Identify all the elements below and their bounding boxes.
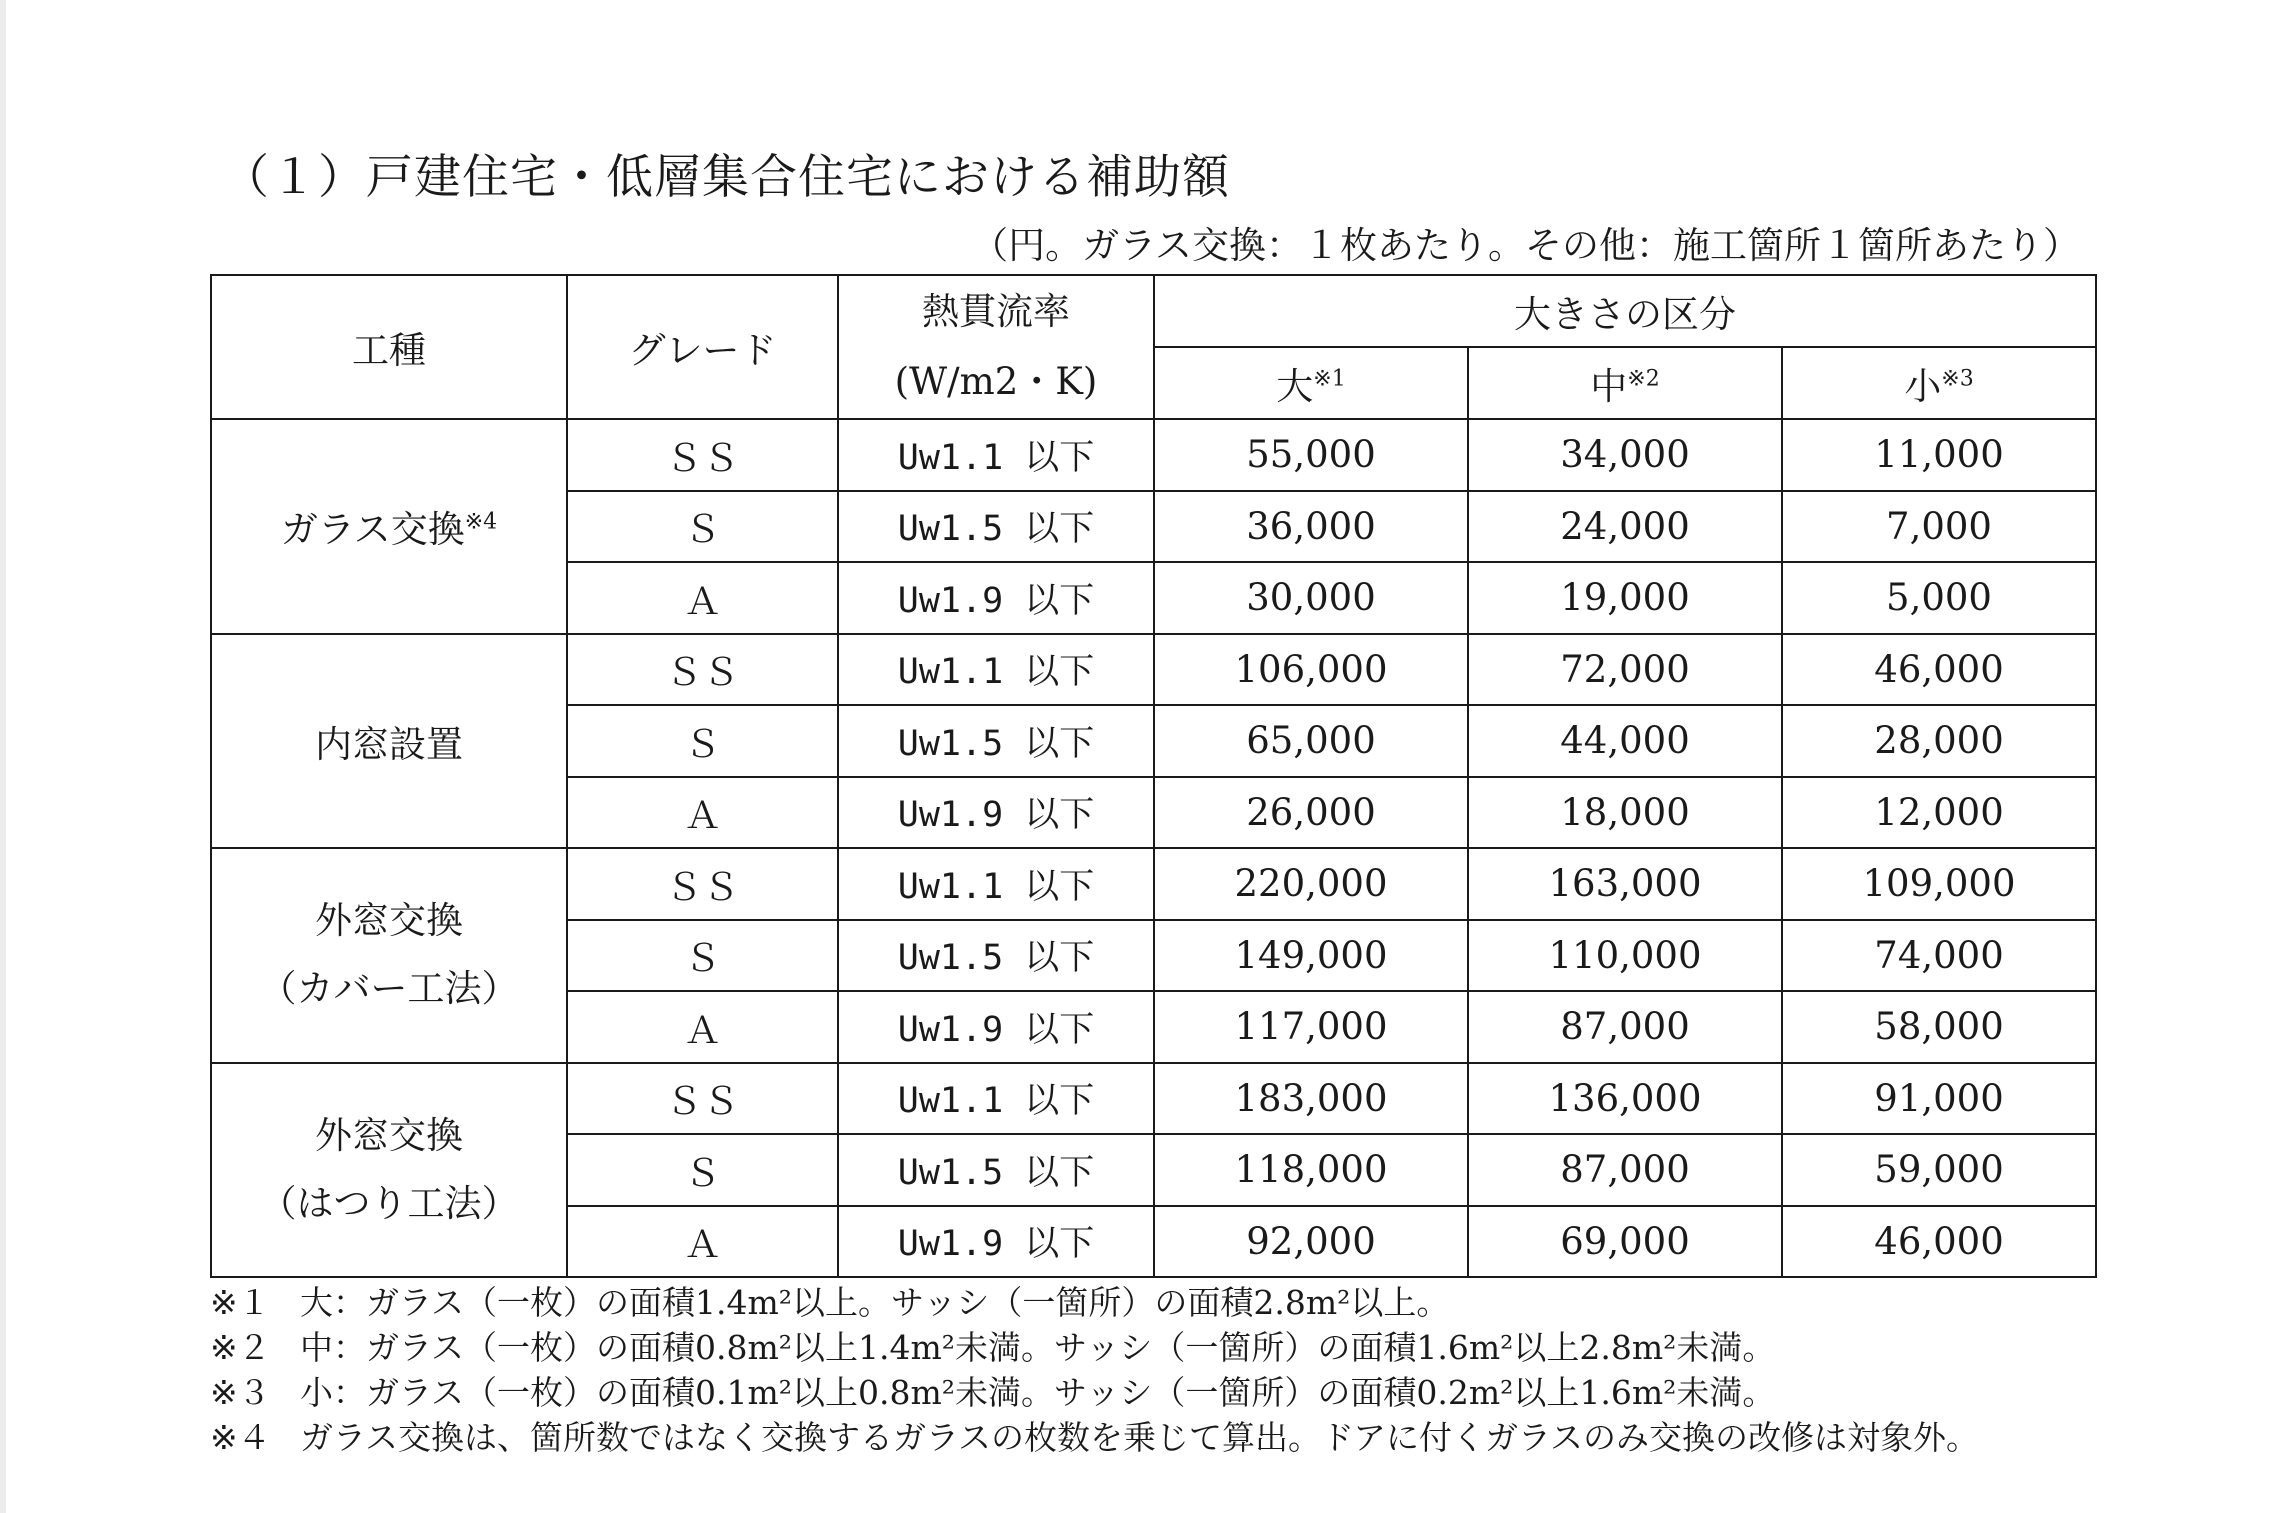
uvalue-cell: Uw1.9 以下: [838, 1206, 1154, 1278]
uvalue-cell: Uw1.9 以下: [838, 777, 1154, 849]
grade-cell: Ｓ: [567, 705, 838, 777]
subsidy-table: [210, 274, 2097, 1278]
header-size-large-mark: ※1: [1313, 366, 1346, 392]
amount-small: 59,000: [1782, 1134, 2096, 1206]
amount-small: 46,000: [1782, 634, 2096, 706]
grade-cell: Ｓ: [567, 491, 838, 563]
header-uvalue-line1: 熱貫流率: [922, 290, 1070, 333]
amount-medium: 110,000: [1468, 920, 1782, 992]
amount-small: 58,000: [1782, 991, 2096, 1063]
kind-cell: [211, 419, 567, 634]
header-size-small: [1782, 347, 2096, 419]
amount-large: 55,000: [1154, 419, 1468, 491]
amount-medium: 87,000: [1468, 1134, 1782, 1206]
uvalue-cell: Uw1.5 以下: [838, 491, 1154, 563]
kind-sublabel: （カバー工法）: [259, 967, 519, 1011]
header-kind: 工種: [211, 275, 567, 419]
kind-label: 内窓設置: [315, 722, 463, 766]
grade-cell: Ａ: [567, 991, 838, 1063]
table-row: [211, 1063, 2096, 1135]
footnote-mark: ※１: [210, 1283, 271, 1322]
kind-label: 外窓交換: [315, 899, 463, 943]
table-row: [211, 848, 2096, 920]
unit-note: （円。ガラス交換：１枚あたり。その他：施工箇所１箇所あたり）: [971, 224, 2080, 267]
header-size-small-label: 小: [1904, 365, 1942, 408]
amount-large: 26,000: [1154, 777, 1468, 849]
footnote-mark: ※３: [210, 1373, 271, 1412]
amount-large: 117,000: [1154, 991, 1468, 1063]
amount-medium: 34,000: [1468, 419, 1782, 491]
footnote-text: 大：ガラス（一枚）の面積1.4m²以上。サッシ（一箇所）の面積2.8m²以上。: [300, 1283, 1450, 1322]
amount-small: 109,000: [1782, 848, 2096, 920]
uvalue-cell: Uw1.1 以下: [838, 419, 1154, 491]
amount-medium: 69,000: [1468, 1206, 1782, 1278]
uvalue-cell: Uw1.1 以下: [838, 848, 1154, 920]
amount-medium: 19,000: [1468, 562, 1782, 634]
kind-cell: [211, 634, 567, 849]
footnote: [210, 1280, 1979, 1325]
grade-cell: ＳＳ: [567, 1063, 838, 1135]
header-uvalue: [838, 275, 1154, 419]
amount-large: 118,000: [1154, 1134, 1468, 1206]
amount-large: 220,000: [1154, 848, 1468, 920]
page-title: （１）戸建住宅・低層集合住宅における補助額: [222, 150, 1230, 205]
amount-small: 5,000: [1782, 562, 2096, 634]
footnote-text: 小：ガラス（一枚）の面積0.1m²以上0.8m²未満。サッシ（一箇所）の面積0.2m²以上1.6m²未満。: [300, 1373, 1776, 1412]
grade-cell: Ａ: [567, 777, 838, 849]
kind-mark: ※4: [464, 509, 498, 535]
kind-sublabel: （はつり工法）: [259, 1181, 519, 1225]
header-size-medium-mark: ※2: [1627, 366, 1660, 392]
kind-label: ガラス交換: [280, 508, 465, 552]
amount-large: 92,000: [1154, 1206, 1468, 1278]
footnote: [210, 1325, 1979, 1370]
amount-small: 7,000: [1782, 491, 2096, 563]
grade-cell: ＳＳ: [567, 848, 838, 920]
amount-large: 183,000: [1154, 1063, 1468, 1135]
amount-small: 91,000: [1782, 1063, 2096, 1135]
grade-cell: ＳＳ: [567, 634, 838, 706]
uvalue-cell: Uw1.5 以下: [838, 1134, 1154, 1206]
amount-medium: 163,000: [1468, 848, 1782, 920]
amount-medium: 24,000: [1468, 491, 1782, 563]
header-size-large-label: 大: [1276, 365, 1314, 408]
header-size-medium: [1468, 347, 1782, 419]
amount-large: 149,000: [1154, 920, 1468, 992]
table-row: [211, 634, 2096, 706]
footnote-text: 中：ガラス（一枚）の面積0.8m²以上1.4m²未満。サッシ（一箇所）の面積1.6m²以上2.8m²未満。: [300, 1328, 1776, 1367]
amount-large: 30,000: [1154, 562, 1468, 634]
header-size-small-mark: ※3: [1941, 366, 1974, 392]
header-grade: グレード: [567, 275, 838, 419]
footnote-mark: ※４: [210, 1418, 271, 1457]
uvalue-cell: Uw1.9 以下: [838, 991, 1154, 1063]
header-size-large: [1154, 347, 1468, 419]
amount-medium: 87,000: [1468, 991, 1782, 1063]
uvalue-cell: Uw1.1 以下: [838, 1063, 1154, 1135]
table-row: [211, 419, 2096, 491]
amount-large: 65,000: [1154, 705, 1468, 777]
kind-cell: [211, 848, 567, 1063]
footnote-text: ガラス交換は、箇所数ではなく交換するガラスの枚数を乗じて算出。ドアに付くガラスのみ交換の改修は対象外。: [300, 1418, 1980, 1457]
amount-small: 74,000: [1782, 920, 2096, 992]
uvalue-cell: Uw1.5 以下: [838, 920, 1154, 992]
grade-cell: ＳＳ: [567, 419, 838, 491]
footnote-mark: ※２: [210, 1328, 271, 1367]
kind-cell: [211, 1063, 567, 1278]
uvalue-cell: Uw1.9 以下: [838, 562, 1154, 634]
grade-cell: Ｓ: [567, 920, 838, 992]
amount-large: 36,000: [1154, 491, 1468, 563]
uvalue-cell: Uw1.5 以下: [838, 705, 1154, 777]
header-uvalue-line2: (W/m2・K): [894, 360, 1098, 403]
kind-label: 外窓交換: [315, 1113, 463, 1157]
amount-medium: 72,000: [1468, 634, 1782, 706]
amount-small: 12,000: [1782, 777, 2096, 849]
header-size-group: 大きさの区分: [1154, 275, 2096, 347]
grade-cell: Ｓ: [567, 1134, 838, 1206]
amount-medium: 18,000: [1468, 777, 1782, 849]
amount-medium: 44,000: [1468, 705, 1782, 777]
footnote: [210, 1415, 1979, 1460]
header-size-medium-label: 中: [1590, 365, 1628, 408]
uvalue-cell: Uw1.1 以下: [838, 634, 1154, 706]
footnote: [210, 1370, 1979, 1415]
page-edge: [0, 0, 6, 1513]
amount-small: 11,000: [1782, 419, 2096, 491]
grade-cell: Ａ: [567, 562, 838, 634]
amount-small: 28,000: [1782, 705, 2096, 777]
amount-large: 106,000: [1154, 634, 1468, 706]
footnotes: [210, 1280, 1979, 1460]
grade-cell: Ａ: [567, 1206, 838, 1278]
amount-medium: 136,000: [1468, 1063, 1782, 1135]
amount-small: 46,000: [1782, 1206, 2096, 1278]
